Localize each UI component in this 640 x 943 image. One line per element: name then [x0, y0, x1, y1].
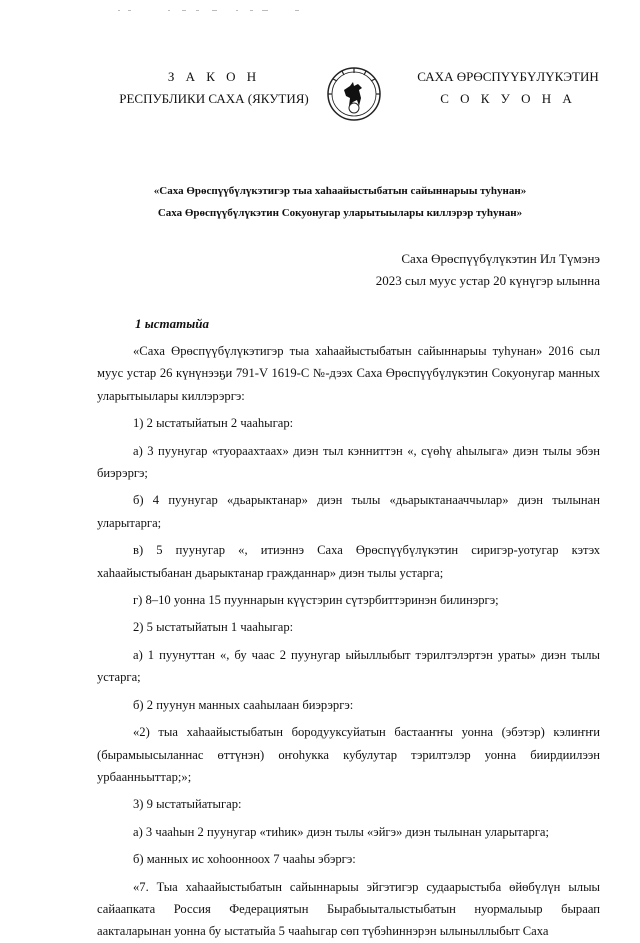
- paragraph: г) 8–10 уонна 15 пууннарын күүстэрин сүтэрбиттэринэн билинэргэ;: [133, 593, 499, 608]
- article-body: [97, 340, 600, 943]
- scan-noise: [0, 0, 640, 12]
- paragraph: б) манных ис хоһоонноох 7 чааһы эбэргэ:: [133, 852, 356, 867]
- paragraph: 1) 2 ыстатыйатын 2 чааһыгар:: [133, 416, 294, 431]
- paragraph: в) 5 пуунугар «, итиэннэ Саха Өрөспүүбүлүкэтин сиригэр-уотугар кэтэх хаһаайыстыбанан дьарыктанар гражданнар» диэн тылы устарга;: [97, 543, 600, 580]
- header-republic-name: РЕСПУБЛИКИ САХА (ЯКУТИЯ): [119, 91, 309, 106]
- paragraph: «7. Тыа хаһаайыстыбатын сайыннарыы эйгэтигэр судаарыстыба өйөбүлүн ылыы сайаапката Россия Федерациятын Бырабыыталыстыбатын нуормалыыр быраап аакталарынан уонна бу ыстатыйа 5 чааһыгар сөп түбэһиннэрэн ылыныллыбыт Саха: [97, 879, 600, 939]
- adoption-date: 2023 сыл муус устар 20 күнүгэр ылынна: [375, 273, 600, 288]
- law-title-line-2: Саха Өрөспүүбүлүкэтин Сокуонугар уларытыылары киллэрэр туһунан»: [157, 207, 523, 219]
- header-law-sakha: [408, 66, 608, 110]
- header-law-word-sakha: С О К У О Н А: [440, 91, 576, 106]
- paragraph: 2) 5 ыстатыйатын 1 чааһыгар:: [133, 620, 294, 635]
- paragraph: б) 2 пуунун манных сааһылаан биэрэргэ:: [133, 697, 354, 712]
- adoption-block: [300, 248, 600, 292]
- article-heading: 1 ыстатыйа: [135, 316, 210, 331]
- paragraph: «2) тыа хаһаайыстыбатын бородууксуйатын бастааҥҥы уонна (эбэтэр) кэлиҥҥи (бырамыысыланнас өттүнэн) оҥоһукка кубулутар тэрилтэлэр уонна биирдиилээн урбаанньыттар;»;: [97, 725, 600, 784]
- header-republic-name-sakha: САХА ӨРӨСПҮҮБҮЛҮКЭТИН: [417, 69, 599, 84]
- header-law-russian: [108, 66, 320, 110]
- law-title-line-1: «Саха Өрөспүүбүлүкэтигэр тыа хаһаайыстыбатын сайыннарыы туһунан»: [153, 185, 527, 197]
- paragraph: а) 3 чааһын 2 пуунугар «тиһик» диэн тылы «эйгэ» диэн тылынан уларытарга;: [133, 824, 549, 839]
- paragraph: а) 1 пуунуттан «, бу чаас 2 пуунугар ыйыллыбыт тэрилтэлэртэн ураты» диэн тылы устарга;: [97, 647, 600, 685]
- paragraph: б) 4 пуунугар «дьарыктанар» диэн тылы «дьарыктанааччылар» диэн тылынан уларытарга;: [97, 493, 600, 530]
- republic-emblem-icon: [326, 66, 382, 122]
- adopting-body: Саха Өрөспүүбүлүкэтин Ил Түмэнэ: [401, 251, 600, 266]
- paragraph: 3) 9 ыстатыйатыгар:: [133, 797, 242, 812]
- header-law-word: З А К О Н: [167, 69, 261, 84]
- paragraph: «Саха Өрөспүүбүлүкэтигэр тыа хаһаайыстыбатын сайыннарыы туһунан» 2016 сыл муус устар 26 күнүнээҕи 791-V 1619-С №-дээх Саха Өрөспүүбүлүкэтин Сокуонугар манных уларытыылары киллэрэргэ:: [97, 344, 600, 403]
- law-title: [40, 180, 640, 224]
- paragraph: а) 3 пуунугар «туораахтаах» диэн тыл кэнниттэн «, сүөһү аһылыга» диэн тылы эбэн биэрэргэ;: [97, 443, 600, 481]
